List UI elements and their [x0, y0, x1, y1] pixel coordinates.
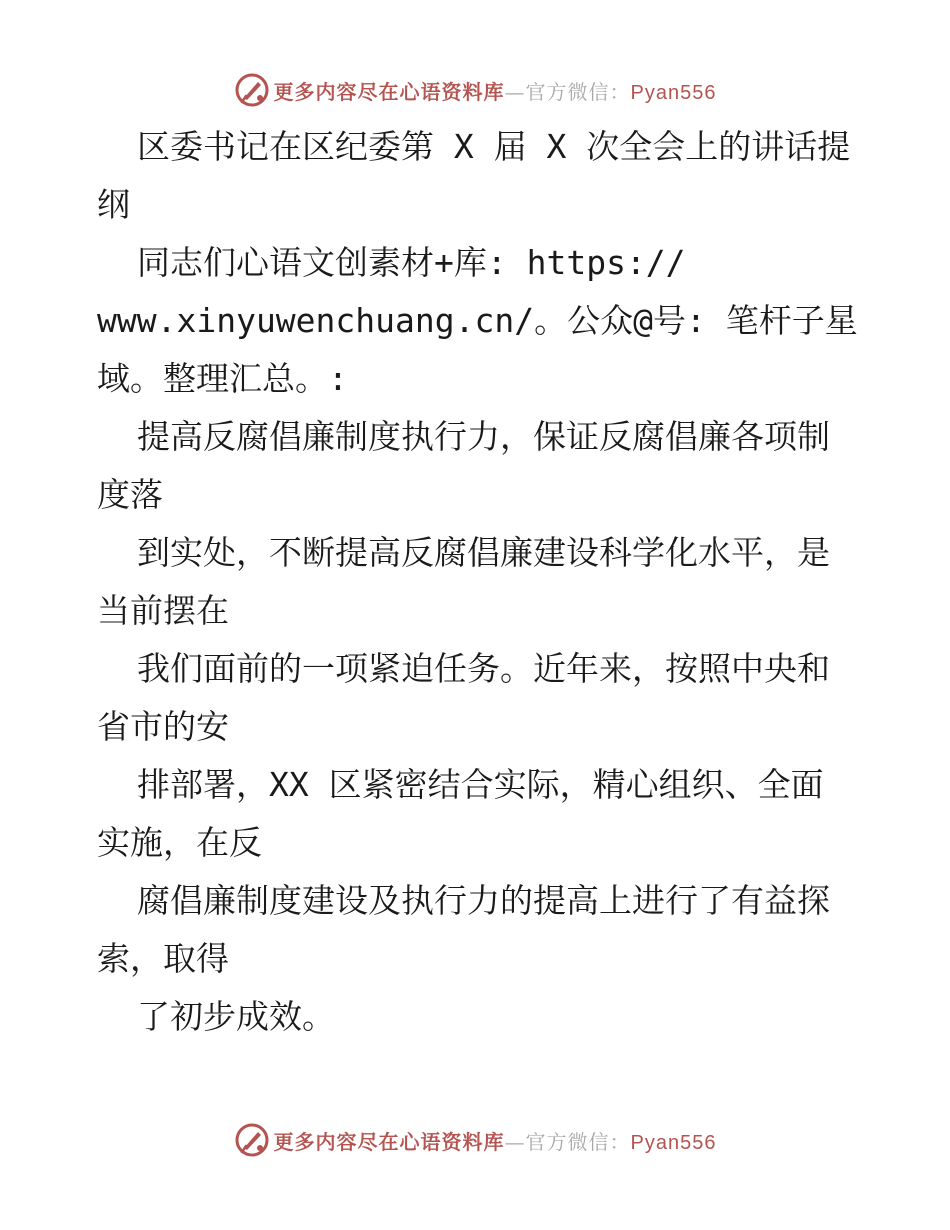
header-banner-main: 更多内容尽在心语资料库: [273, 79, 505, 104]
header-banner-sep: —官方微信：: [504, 79, 631, 104]
text-line: 度落: [97, 475, 163, 514]
quill-logo-icon: [234, 1122, 270, 1158]
text-line: 索，取得: [97, 939, 229, 978]
header-banner: [234, 72, 717, 108]
text-line: 域。整理汇总。:: [97, 359, 348, 398]
footer-banner-sep: —官方微信：: [504, 1129, 631, 1154]
text-line: 实施，在反: [97, 823, 262, 862]
header-banner-text: [274, 76, 717, 105]
text-line: 当前摆在: [97, 591, 229, 630]
footer-banner-main: 更多内容尽在心语资料库: [273, 1129, 505, 1154]
text-line: 提高反腐倡廉制度执行力，保证反腐倡廉各项制: [137, 417, 830, 456]
footer-banner-wechat: Pyan556: [630, 1131, 717, 1154]
text-line: www.xinyuwenchuang.cn/。公众@号: 笔杆子星: [97, 301, 858, 340]
page-header: [0, 72, 950, 108]
header-banner-wechat: Pyan556: [630, 81, 717, 104]
text-line: 纲: [97, 185, 130, 224]
quill-logo-icon: [234, 72, 270, 108]
footer-banner: [234, 1122, 717, 1158]
text-line: 同志们心语文创素材+库: https://: [137, 243, 686, 282]
text-line: 省市的安: [97, 707, 229, 746]
text-line: 腐倡廉制度建设及执行力的提高上进行了有益探: [137, 881, 830, 920]
text-line: 区委书记在区纪委第 X 届 X 次全会上的讲话提: [137, 127, 851, 166]
page-footer: [0, 1122, 950, 1158]
footer-banner-text: [274, 1126, 717, 1155]
text-line: 我们面前的一项紧迫任务。近年来，按照中央和: [137, 649, 830, 688]
document-body: [97, 118, 857, 1046]
text-line: 了初步成效。: [137, 997, 335, 1036]
text-line: 到实处，不断提高反腐倡廉建设科学化水平，是: [137, 533, 830, 572]
text-line: 排部署，XX 区紧密结合实际，精心组织、全面: [137, 765, 824, 804]
